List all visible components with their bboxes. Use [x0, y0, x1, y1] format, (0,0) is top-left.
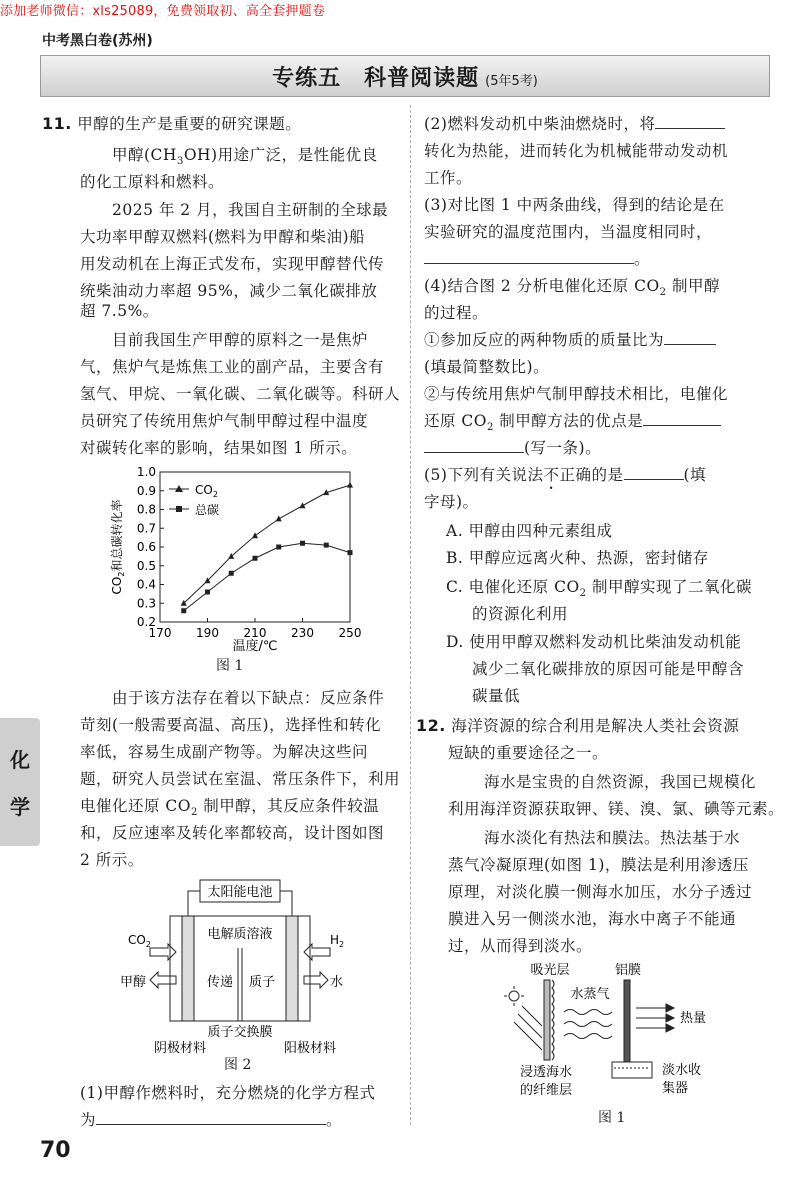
q11-s4-line6: 还原 $CO_2$ 制甲醇方法的优点是 — [424, 411, 721, 438]
q11-p4-line2: 苛刻(一般需要高温、高压)，选择性和转化 — [80, 716, 382, 734]
q11-s1-line2: 为 。 — [80, 1111, 343, 1129]
water-arrow-icon — [304, 972, 328, 988]
absorb-layer — [544, 980, 550, 1060]
solar-cell-label: 太阳能电池 — [207, 885, 273, 900]
subject-char-1: 化 — [10, 748, 30, 772]
column-divider — [410, 105, 411, 1125]
q12-line8: 膜进入另一侧淡水池，海水中离子不能通 — [448, 910, 737, 928]
s4-ratio-blank[interactable] — [664, 330, 716, 345]
x-tick-label: 170 — [148, 626, 172, 640]
cathode-label: 阴极材料 — [153, 1041, 207, 1056]
fiber-label-2: 的纤维层 — [519, 1083, 573, 1098]
total-point — [324, 543, 329, 548]
s4-advantage-blank[interactable] — [643, 411, 721, 426]
q11-s4-line7: (写一条)。 — [424, 438, 601, 458]
legend-co2-label: $CO_2$ — [195, 483, 218, 499]
legend-total-label: 总碳 — [195, 503, 220, 517]
q11-p2-line1: 2025 年 2 月，我国自主研制的全球最 — [112, 201, 389, 219]
q11-title: 甲醇的生产是重要的研究课题。 — [77, 115, 302, 133]
q11-s4-line4: (填最简整数比)。 — [424, 358, 550, 376]
y-tick-label: 0.7 — [136, 521, 156, 536]
q11-s4-line5: ②与传统用焦炉气制甲醇技术相比，电催化 — [424, 385, 729, 403]
electrolysis-diagram — [120, 876, 360, 1056]
q11-p2-line3: 用发动机在上海正式发布，实现甲醇替代传 — [80, 255, 385, 273]
q11-p2-line5: 超 7.5%。 — [80, 302, 159, 320]
q11-p4-line7: 2 所示。 — [80, 851, 144, 869]
section-banner — [40, 55, 770, 97]
x-tick-label: 250 — [338, 626, 362, 640]
co2-input-label: $CO_2$ — [128, 933, 151, 949]
absorb-layer-label: 吸光层 — [530, 963, 570, 978]
co2-arrow-icon — [150, 944, 176, 960]
steam-label: 水蒸气 — [570, 987, 610, 1002]
transfer-label: 传递 — [206, 975, 234, 990]
q12-line9: 过，从而得到淡水。 — [448, 937, 593, 955]
co2-point — [252, 532, 258, 538]
s4-advantage-blank-2[interactable] — [424, 438, 524, 453]
total-point — [205, 590, 210, 595]
option-c-line2: 的资源化利用 — [472, 605, 569, 623]
total-point — [300, 541, 305, 546]
q12-line4: 利用海洋资源获取钾、镁、溴、氯、碘等元素。 — [448, 800, 785, 818]
option-d-line2: 减少二氧化碳排放的原因可能是甲醇含 — [472, 660, 745, 678]
q12-line3: 海水是宝贵的自然资源，我国已规模化 — [484, 773, 757, 791]
chart-frame — [160, 472, 350, 622]
q11-p3-line5: 对碳转化率的影响，结果如图 1 所示。 — [80, 439, 358, 457]
proton-label: 质子 — [248, 975, 276, 990]
total-point — [348, 550, 353, 555]
q11-p3-line2: 气，焦炉气是炼焦工业的副产品，主要含有 — [80, 358, 385, 376]
q11-p1-line2: 的化工原料和燃料。 — [80, 173, 225, 191]
q12-number: 12. — [416, 716, 446, 735]
y-tick-label: 0.4 — [136, 577, 156, 592]
total-point — [253, 556, 258, 561]
y-tick-label: 1.0 — [136, 465, 156, 479]
collector-label-2: 集器 — [662, 1081, 689, 1096]
s3-answer-blank[interactable] — [424, 249, 634, 264]
y-tick-label: 0.3 — [136, 596, 156, 611]
anode-label: 阳极材料 — [283, 1041, 337, 1056]
fig2-caption: 图 2 — [224, 1057, 252, 1073]
collector-box — [612, 1062, 652, 1078]
option-c-line1: C. 电催化还原 $CO_2$ 制甲醇实现了二氧化碳 — [446, 578, 752, 600]
co2-point — [228, 553, 234, 559]
methanol-arrow-icon — [150, 972, 176, 988]
option-d-line3: 碳量低 — [472, 687, 521, 705]
desalination-diagram — [490, 958, 740, 1108]
s1-answer-blank[interactable] — [96, 1110, 326, 1125]
wire-right — [280, 891, 292, 916]
q11-p3-line4: 员研究了传统用焦炉气制甲醇过程中温度 — [80, 412, 369, 430]
q12-line2: 短缺的重要途径之一。 — [448, 744, 609, 762]
q11-number: 11. — [42, 114, 72, 133]
fig1-caption: 图 1 — [216, 658, 244, 674]
heat-label: 热量 — [680, 1011, 707, 1026]
q12-line7: 原理，对淡化膜一侧海水加压，水分子透过 — [448, 883, 753, 901]
q11-s2-line1: (2)燃料发动机中柴油燃烧时，将 — [424, 114, 725, 134]
q11-p4-line1: 由于该方法存在着以下缺点：反应条件 — [112, 689, 385, 707]
q11-s3-line3: 。 — [424, 249, 650, 269]
water-output-label: 水 — [330, 975, 344, 990]
q11-s3-line2: 实验研究的温度范围内，当温度相同时， — [424, 223, 713, 241]
y-tick-label: 0.8 — [136, 502, 156, 517]
membrane-label: 质子交换膜 — [207, 1025, 273, 1040]
q11-p2-line4: 统柴油动力率超 95%，减少二氧化碳排放 — [80, 282, 378, 300]
s2-answer-blank[interactable] — [655, 114, 725, 129]
q11-p3-line3: 氢气、甲烷、一氧化碳、二氧化碳等。科研人 — [80, 385, 401, 403]
subject-char-2: 学 — [10, 795, 30, 819]
q11-s2-line2: 转化为热能，进而转化为机械能带动发动机 — [424, 142, 729, 160]
total-point — [276, 545, 281, 550]
anode-plate — [286, 916, 298, 1021]
sun-icon — [504, 986, 524, 1006]
electrolyte-label: 电解质溶液 — [207, 927, 273, 942]
option-d-line1: D. 使用甲醇双燃料发动机比柴油发动机能 — [446, 633, 742, 651]
q12-line6: 蒸气冷凝原理(如图 1)，膜法是利用渗透压 — [448, 856, 749, 874]
watermark-text: 添加老师微信：xls25089，免费领取初、高全套押题卷 — [0, 4, 326, 19]
co2-point — [276, 515, 282, 521]
co2-point — [300, 502, 306, 508]
total-point — [229, 571, 234, 576]
q12-line1: 12. 海洋资源的综合利用是解决人类社会资源 — [416, 716, 740, 735]
subject-tab — [0, 718, 40, 846]
fiber-label-1: 浸透海水 — [519, 1065, 573, 1080]
q11-s5-line2: 字母)。 — [424, 493, 479, 511]
h2-input-label: $H_2$ — [330, 933, 345, 949]
y-tick-label: 0.2 — [136, 615, 156, 629]
q11-p4-line6: 和，反应速率及转化率都较高，设计图如图 — [80, 824, 385, 842]
y-tick-label: 0.5 — [136, 558, 156, 573]
chart-legend — [169, 483, 219, 517]
q11-p1-line1: 甲醇$(CH_3OH)$用途广泛，是性能优良 — [112, 146, 378, 168]
total-point — [181, 608, 186, 613]
y-tick-label: 0.6 — [136, 540, 156, 554]
q11-s5-line1: (5)下列有关说法不正确的是 (填 — [424, 466, 707, 484]
option-b: B. 甲醇应远离火种、热源，密封储存 — [446, 549, 709, 567]
q11-p2-line2: 大功率甲醇双燃料(燃料为甲醇和柴油)船 — [80, 228, 366, 246]
q11-s3-line1: (3)对比图 1 中两条曲线，得到的结论是在 — [424, 196, 725, 214]
q11-s4-line3: ①参加反应的两种物质的质量比为 — [424, 330, 716, 350]
fiber-layer — [552, 980, 554, 1060]
banner-subtitle: (5年5考) — [485, 73, 538, 89]
co2-point — [347, 482, 353, 488]
q11-s4-line1: (4)结合图 2 分析电催化还原 $CO_2$ 制甲醇 — [424, 277, 720, 299]
q11-p4-line5: 电催化还原 $CO_2$ 制甲醇，其反应条件较温 — [80, 797, 380, 819]
collector-label-1: 淡水收 — [662, 1063, 702, 1078]
methanol-output-label: 甲醇 — [120, 975, 147, 990]
banner-title: 专练五 科普阅读题 — [272, 65, 480, 91]
q11-p3-line1: 目前我国生产甲醇的原料之一是焦炉 — [112, 331, 369, 349]
series-title: 中考黑白卷(苏州) — [42, 33, 153, 49]
al-film-label: 铝膜 — [614, 963, 642, 978]
q12-fig-caption: 图 1 — [598, 1110, 626, 1126]
q11-p4-line3: 率低，容易生成副产物等。为解决这些问 — [80, 743, 369, 761]
q12-line5: 海水淡化有热法和膜法。热法基于水 — [484, 829, 741, 847]
chart-xlabel: 温度/℃ — [232, 639, 278, 652]
wire-left — [188, 891, 200, 916]
x-tick-label: 190 — [196, 626, 219, 640]
series-line-total — [184, 543, 350, 611]
al-film — [624, 980, 630, 1062]
q11-s4-line2: 的过程。 — [424, 304, 489, 322]
x-tick-label: 210 — [243, 626, 267, 640]
option-a: A. 甲醇由四种元素组成 — [446, 522, 613, 540]
q11-title-line — [42, 114, 301, 134]
h2-arrow-icon — [304, 944, 330, 960]
s5-answer-blank[interactable] — [624, 465, 684, 480]
q11-s1-line1: (1)甲醇作燃料时，充分燃烧的化学方程式 — [80, 1084, 376, 1102]
cathode-plate — [182, 916, 194, 1021]
light-rays — [514, 1006, 542, 1050]
chart-ylabel: $CO_2$和总碳转化率 — [110, 499, 126, 595]
y-tick-label: 0.9 — [136, 483, 156, 498]
q11-s2-line3: 工作。 — [424, 169, 473, 187]
x-tick-label: 230 — [291, 626, 314, 640]
q11-p4-line4: 题，研究人员尝试在室温、常压条件下，利用 — [80, 770, 401, 788]
heat-arrows — [636, 1004, 674, 1032]
page-number: 70 — [40, 1138, 71, 1163]
conversion-chart — [105, 462, 365, 652]
steam-waves — [564, 1010, 612, 1039]
